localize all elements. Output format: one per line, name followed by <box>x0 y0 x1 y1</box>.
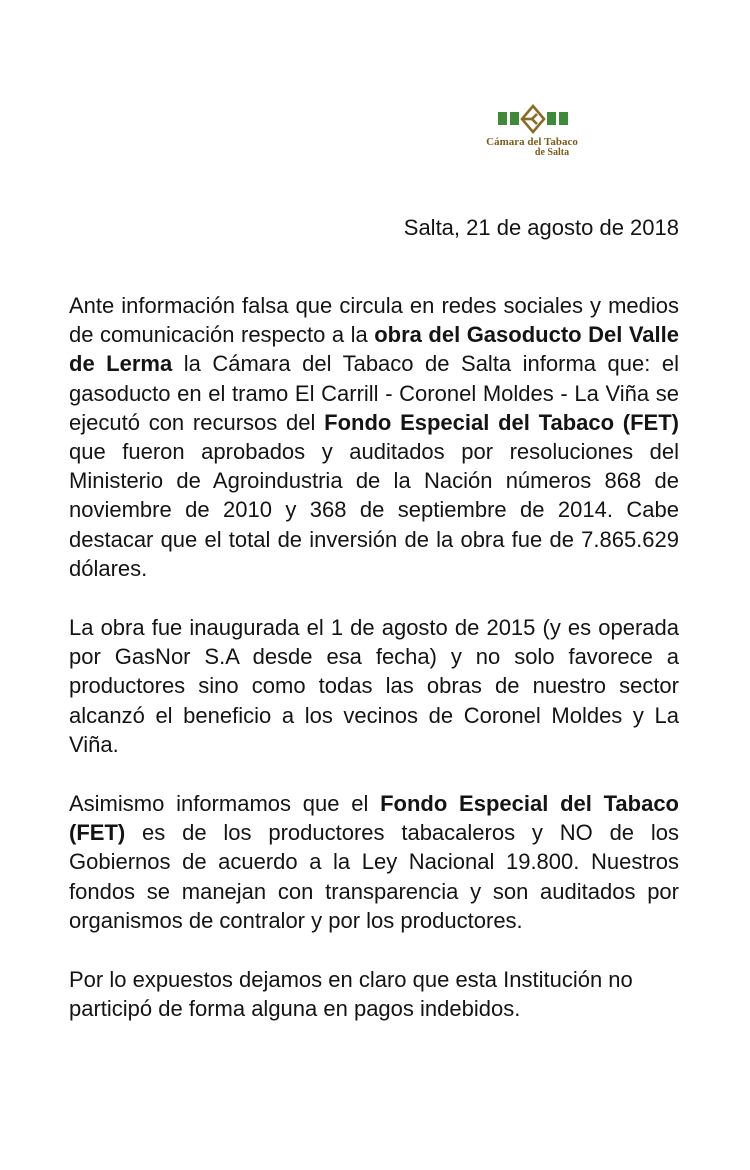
logo-text-line2: de Salta <box>534 147 570 158</box>
paragraph-2: La obra fue inaugurada el 1 de agosto de 2015 (y es operada por GasNor S.A desde esa fecha) y no solo favorece a productores sino como todas las obras de nuestro sector alcanzó el beneficio a los vecinos de Coronel Moldes y La Viña. <box>69 615 679 757</box>
paragraph-3-bold-1: Fondo Especial del Tabaco (FET) <box>69 791 679 846</box>
institution-logo <box>462 104 602 160</box>
paragraph-4: Por lo expuestos dejamos en claro que esta Institución no participó de forma alguna en pagos indebidos. <box>69 967 633 1022</box>
logo-text-line1: Cámara del Tabaco <box>486 136 578 148</box>
document-body <box>69 291 679 1053</box>
paragraph-3-text-1: Asimismo informamos que el <box>69 791 381 817</box>
paragraph-1-bold-1: obra del Gasoducto Del Valle de Lerma <box>69 322 679 377</box>
document-date: Salta, 21 de agosto de 2018 <box>403 215 679 240</box>
paragraph-1-text-1: Ante información falsa que circula en redes sociales y medios de comunicación respecto a la <box>69 293 679 348</box>
camara-del-tabaco-logo-icon <box>498 104 568 136</box>
paragraph-1-text-3: que fueron aprobados y auditados por resoluciones del Ministerio de Agroindustria de la Nación números 868 de noviembre de 2010 y 368 de septiembre de 2014. Cabe destacar que el total de inversión de la obra fue de 7.865.629 dólares. <box>69 439 679 581</box>
paragraph-3-text-2: es de los productores tabacaleros y NO de los Gobiernos de acuerdo a la Ley Nacional 19.800. Nuestros fondos se manejan con transparencia y son auditados por organismos de contralor y por los productores. <box>69 820 679 933</box>
paragraph-1-text-2: la Cámara del Tabaco de Salta informa que: el gasoducto en el tramo El Carrill - Coronel Moldes - La Viña se ejecutó con recursos del <box>69 351 679 435</box>
paragraph-3 <box>69 789 679 935</box>
paragraph-1-bold-2: Fondo Especial del Tabaco (FET) <box>324 409 679 435</box>
paragraph-1 <box>69 291 679 583</box>
